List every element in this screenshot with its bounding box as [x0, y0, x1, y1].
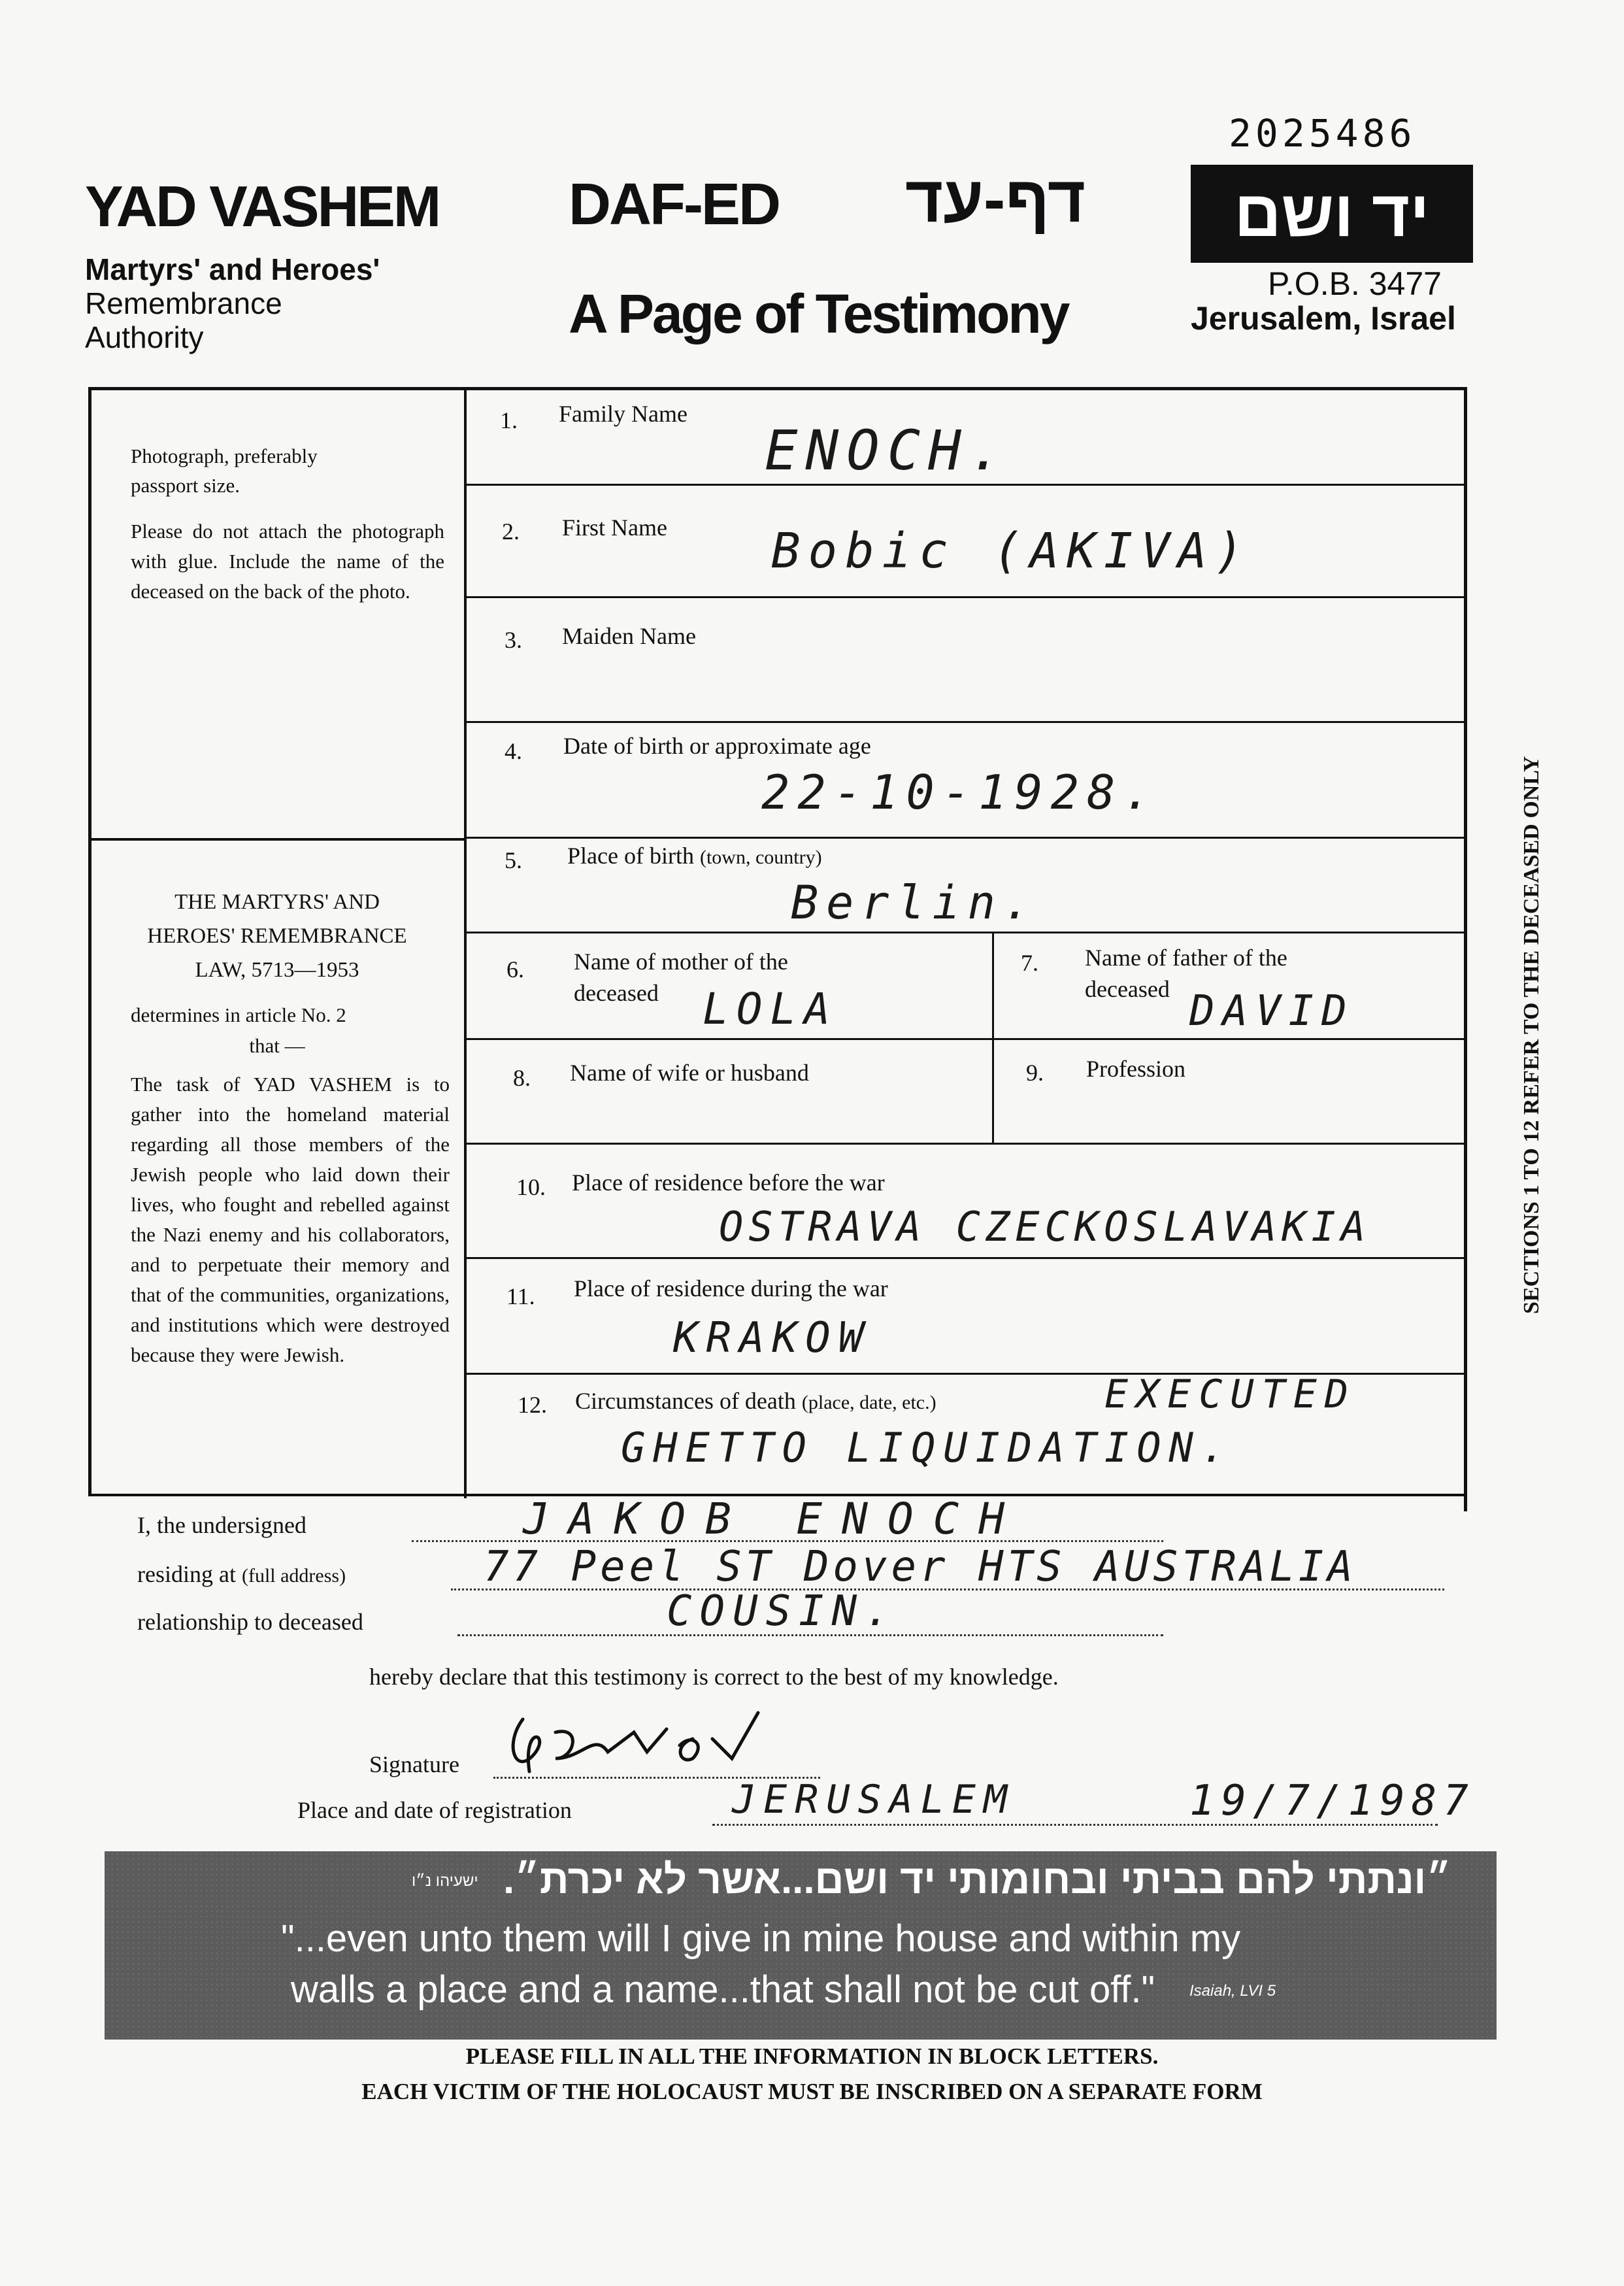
serial-number: 2025486	[1229, 111, 1416, 156]
field-4-value[interactable]: 22-10-1928.	[761, 765, 1159, 820]
yad-vashem-logo	[1191, 165, 1473, 263]
banner-line-2: walls a place and a name...that shall not be cut off."	[291, 1968, 1155, 2011]
org-subtitle-3: Authority	[85, 320, 204, 354]
row-sep-5	[464, 932, 1467, 933]
row-sep-3	[464, 721, 1467, 723]
field-12-label-small: (place, date, etc.)	[801, 1392, 936, 1413]
daf-ed-title: DAF-ED	[569, 172, 779, 237]
declaration-text: hereby declare that this testimony is correct to the best of my knowledge.	[369, 1664, 1059, 1690]
law-determines: determines in article No. 2	[131, 1003, 346, 1026]
field-2-label: First Name	[562, 514, 667, 541]
field-1-label: Family Name	[559, 401, 688, 427]
banner-hebrew-ref: ישעיהו נ״ו	[412, 1872, 478, 1890]
banner-hebrew: ״ונתתי להם בביתי ובחומותי יד ושם...אשר לא יכרת״.	[503, 1857, 1451, 1902]
footer-line-1: PLEASE FILL IN ALL THE INFORMATION IN BLOCK LETTERS.	[465, 2043, 1159, 2069]
field-9-label: Profession	[1086, 1056, 1185, 1082]
field-8-number: 8.	[513, 1065, 531, 1091]
field-5-value[interactable]: Berlin.	[791, 876, 1039, 930]
law-that: that —	[249, 1034, 305, 1057]
scripture-banner	[105, 1851, 1497, 2040]
field-6-number: 6.	[506, 956, 524, 983]
field-10-label: Place of residence before the war	[572, 1169, 885, 1196]
logo-hebrew: יד ושם	[1234, 176, 1430, 250]
form-right-border	[1464, 387, 1467, 1511]
org-title: YAD VASHEM	[85, 174, 440, 239]
field-12-label	[575, 1387, 936, 1415]
field-11-value[interactable]: KRAKOW	[673, 1314, 872, 1362]
field-4-number: 4.	[505, 738, 522, 764]
form-top-border	[88, 387, 1467, 390]
org-subtitle-2: Remembrance	[85, 286, 282, 320]
residing-label-small: (full address)	[241, 1565, 346, 1587]
row-6-7-divider	[992, 932, 994, 1038]
sections-note: SECTIONS 1 TO 12 REFER TO THE DECEASED ONLY	[1519, 756, 1544, 1314]
registration-date[interactable]: 19/7/1987	[1189, 1777, 1475, 1825]
field-1-number: 1.	[500, 407, 518, 433]
row-sep-7	[464, 1143, 1467, 1145]
field-4-label: Date of birth or approximate age	[563, 733, 871, 759]
daf-ed-hebrew: דף-עד	[905, 163, 1086, 236]
field-7-number: 7.	[1021, 950, 1038, 976]
field-2-value[interactable]: Bobic (AKIVA)	[771, 523, 1252, 579]
row-sep-1	[464, 484, 1467, 486]
registration-label: Place and date of registration	[297, 1797, 572, 1823]
registration-place[interactable]: JERUSALEM	[732, 1777, 1016, 1823]
field-2-number: 2.	[502, 518, 520, 545]
undersigned-value[interactable]: JAKOB ENOCH	[523, 1494, 1025, 1544]
banner-ref: Isaiah, LVI 5	[1189, 1982, 1276, 2000]
photo-box-line-1: Photograph, preferably	[131, 445, 318, 467]
row-sep-6	[464, 1038, 1467, 1040]
field-5-label-small: (town, country)	[699, 847, 822, 868]
field-7-label-1: Name of father of the	[1085, 945, 1287, 971]
row-sep-8	[464, 1257, 1467, 1259]
field-5-number: 5.	[505, 847, 522, 873]
row-8-9-divider	[992, 1038, 994, 1143]
field-5-label-text: Place of birth	[567, 843, 694, 869]
relationship-label: relationship to deceased	[137, 1609, 363, 1635]
field-7-value[interactable]: DAVID	[1189, 987, 1355, 1035]
relationship-value[interactable]: COUSIN.	[667, 1587, 898, 1636]
page-title: A Page of Testimony	[569, 283, 1069, 345]
field-12-label-text: Circumstances of death	[575, 1388, 796, 1414]
photo-box-bottom	[88, 838, 466, 841]
photo-box-line-2: passport size.	[131, 474, 240, 497]
field-10-number: 10.	[516, 1174, 546, 1200]
law-title-2: HEROES' REMEMBRANCE	[147, 924, 407, 948]
signature-label: Signature	[369, 1751, 459, 1777]
footer-line-2: EACH VICTIM OF THE HOLOCAUST MUST BE INSCRIBED ON A SEPARATE FORM	[361, 2079, 1263, 2104]
pob: P.O.B. 3477	[1268, 265, 1442, 302]
field-1-value[interactable]: ENOCH.	[765, 418, 1010, 482]
field-8-label: Name of wife or husband	[570, 1060, 809, 1086]
field-12-number: 12.	[518, 1392, 547, 1418]
residing-value[interactable]: 77 Peel ST Dover HTS AUSTRALIA	[484, 1543, 1357, 1591]
law-body: The task of YAD VASHEM is to gather into the homeland material regarding all those members of the Jewish people who laid down their lives, who fought and rebelled against the Nazi enemy and his collaborators, and to perpetuate their memory and that of the communities, organizations, and institutions which were destroyed because they were Jewish.	[131, 1073, 450, 1366]
banner-line-1: "...even unto them will I give in mine house and within my	[281, 1917, 1241, 1960]
law-title-1: THE MARTYRS' AND	[174, 890, 380, 914]
field-12-value-2[interactable]: GHETTO LIQUIDATION.	[621, 1424, 1234, 1471]
field-10-value[interactable]: OSTRAVA CZECKOSLAVAKIA	[719, 1203, 1371, 1251]
org-subtitle-1: Martyrs' and Heroes'	[85, 252, 380, 286]
field-11-number: 11.	[506, 1283, 535, 1309]
field-3-number: 3.	[505, 627, 522, 653]
field-3-label: Maiden Name	[562, 623, 696, 649]
photo-box-instructions: Please do not attach the photograph with glue. Include the name of the deceased on the back of the photo.	[131, 520, 444, 603]
row-sep-4	[464, 837, 1467, 839]
field-6-value[interactable]: LOLA	[703, 984, 838, 1034]
law-title-3: LAW, 5713—1953	[195, 958, 359, 982]
field-9-number: 9.	[1026, 1060, 1044, 1086]
residing-label	[137, 1560, 346, 1588]
city: Jerusalem, Israel	[1191, 300, 1456, 337]
field-6-label-1: Name of mother of the	[574, 949, 788, 975]
residing-label-text: residing at	[137, 1561, 236, 1587]
field-11-label: Place of residence during the war	[574, 1275, 888, 1302]
field-5-label	[567, 842, 822, 869]
field-6-label-2: deceased	[574, 980, 659, 1006]
row-sep-2	[464, 596, 1467, 598]
field-12-value-1[interactable]: EXECUTED	[1104, 1371, 1356, 1417]
undersigned-label: I, the undersigned	[137, 1512, 307, 1538]
field-7-label-2: deceased	[1085, 976, 1170, 1002]
